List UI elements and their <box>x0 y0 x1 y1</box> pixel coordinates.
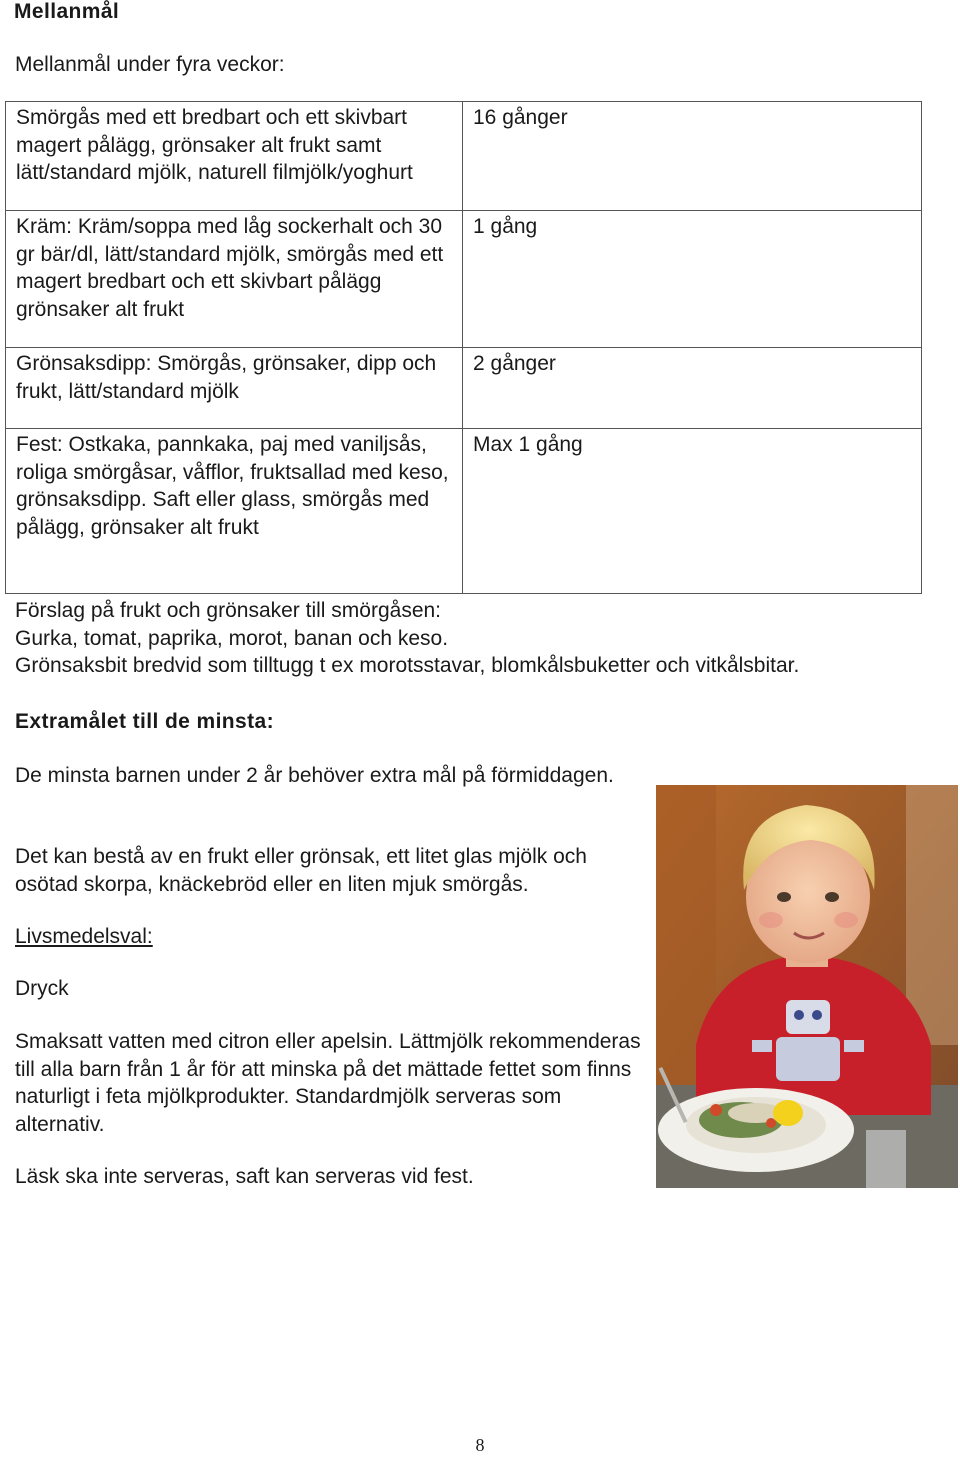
dryck-subheading: Dryck <box>15 977 69 1000</box>
row-description: Kräm: Kräm/soppa med låg sockerhalt och 30 gr bär/dl, lätt/standard mjölk, smörgås med ett magert bredbart och ett skivbart pålägg grönsaker alt frukt <box>6 211 463 348</box>
table-row <box>6 102 922 211</box>
row-frequency: 16 gånger <box>463 102 922 211</box>
page-heading: Mellanmål <box>14 0 120 23</box>
suggestions-list: Gurka, tomat, paprika, morot, banan och keso. <box>15 626 449 650</box>
suggestions-intro: Förslag på frukt och grönsaker till smörgåsen: <box>15 599 442 622</box>
table-row <box>6 429 922 594</box>
dryck-paragraph-2: Läsk ska inte serveras, saft kan serveras vid fest. <box>15 1165 474 1188</box>
page-number: 8 <box>475 1435 485 1455</box>
extra-paragraph-1: De minsta barnen under 2 år behöver extra mål på förmiddagen. <box>15 764 614 787</box>
snack-table <box>5 101 922 594</box>
row-frequency: Max 1 gång <box>463 429 922 594</box>
extra-paragraph-2: Det kan bestå av en frukt eller grönsak, ett litet glas mjölk och osötad skorpa, knäckebröd eller en liten mjuk smörgås. <box>15 845 587 896</box>
row-description: Grönsaksdipp: Smörgås, grönsaker, dipp och frukt, lätt/standard mjölk <box>6 348 463 429</box>
row-description: Fest: Ostkaka, pannkaka, paj med vaniljsås, roliga smörgåsar, våfflor, fruktsallad med keso, grönsaksdipp. Saft eller glass, smörgås med pålägg, grönsaker alt frukt <box>6 429 463 594</box>
row-frequency: 1 gång <box>463 211 922 348</box>
child-photo <box>656 785 958 1188</box>
suggestions-block <box>15 597 945 680</box>
suggestions-side: Grönsaksbit bredvid som tilltugg t ex morotsstavar, blomkålsbuketter och vitkålsbitar. <box>15 654 800 677</box>
table-row <box>6 211 922 348</box>
table-caption: Mellanmål under fyra veckor: <box>15 53 285 76</box>
table-row <box>6 348 922 429</box>
row-frequency: 2 gånger <box>463 348 922 429</box>
dryck-paragraph-1: Smaksatt vatten med citron eller apelsin. Lättmjölk rekommenderas till alla barn från 1 år för att minska på det mättade fettet som finns naturligt i feta mjölkprodukter. Standardmjölk serveras som alternativ. <box>15 1030 641 1136</box>
livsmedelsval-heading: Livsmedelsval: <box>15 925 153 948</box>
extra-heading: Extramålet till de minsta: <box>15 710 274 733</box>
row-description: Smörgås med ett bredbart och ett skivbart magert pålägg, grönsaker alt frukt samt lätt/standard mjölk, naturell filmjölk/yoghurt <box>6 102 463 211</box>
